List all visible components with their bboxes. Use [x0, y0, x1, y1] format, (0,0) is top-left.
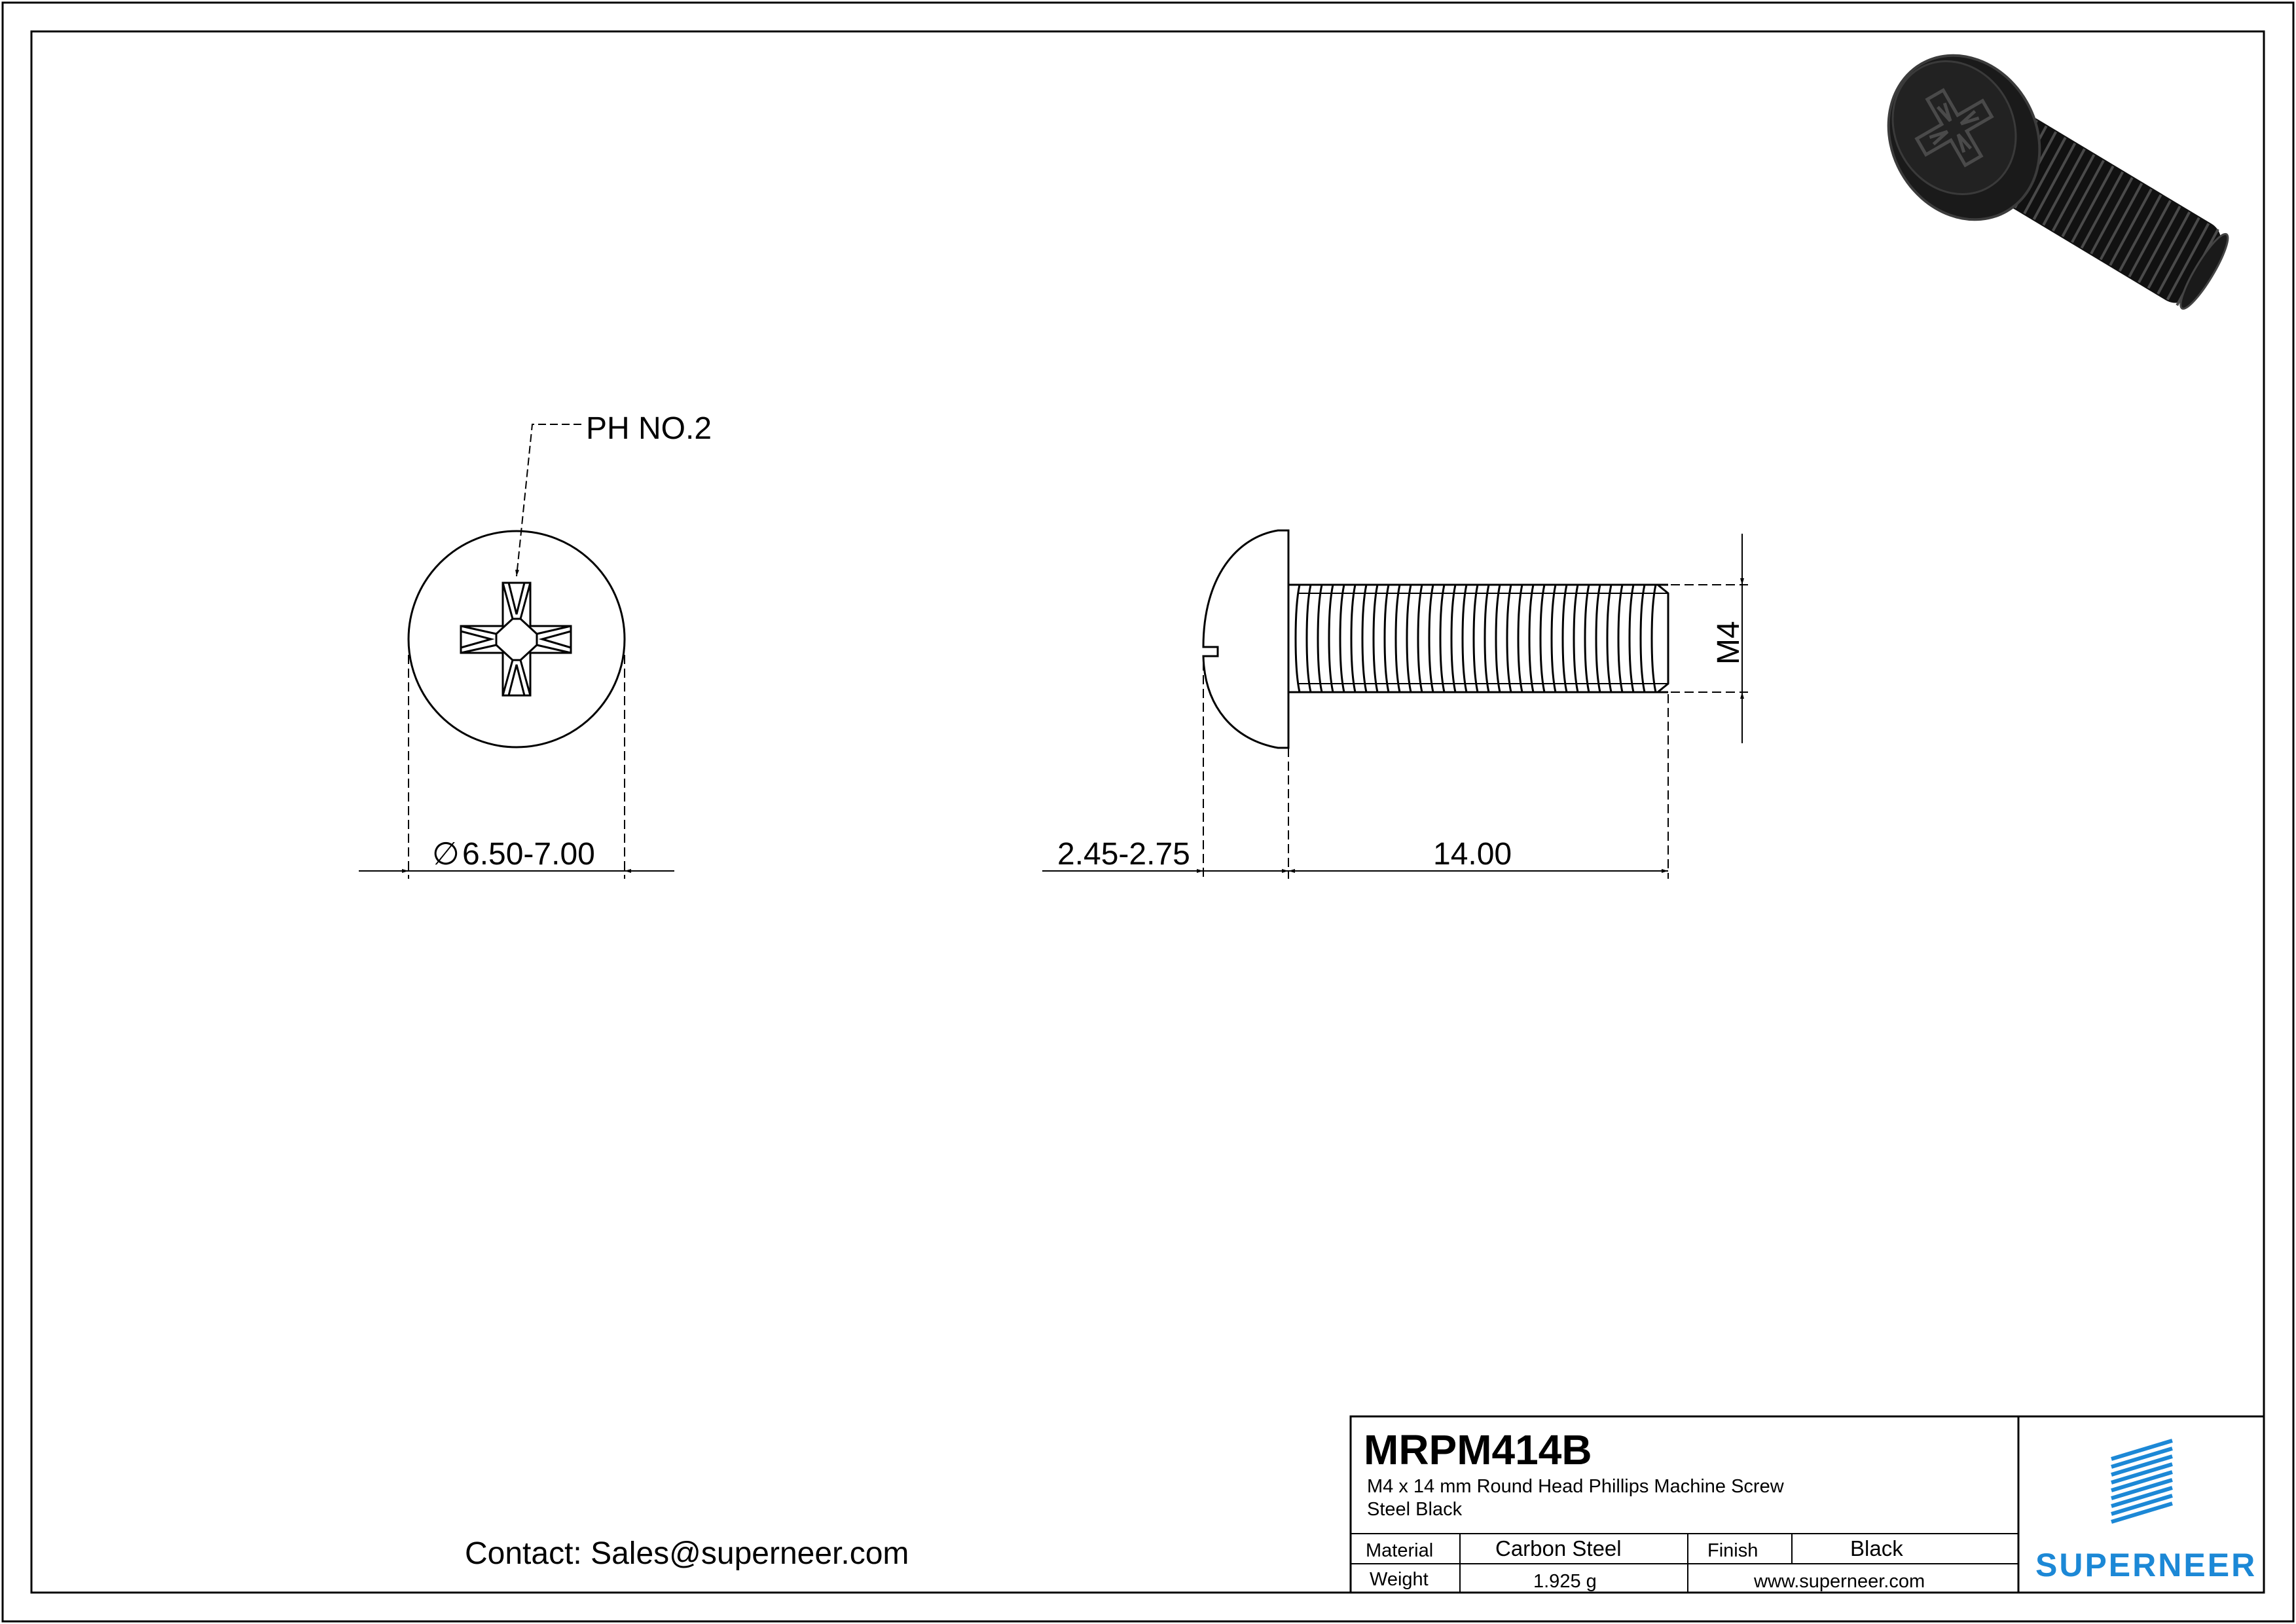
thread-crest [1362, 585, 1366, 692]
inner-border [31, 31, 2264, 1593]
screw-3d-render [1859, 28, 2235, 314]
thread-crest [1496, 585, 1500, 692]
thread-crest [1296, 585, 1300, 692]
thread-crest [1630, 585, 1633, 692]
weight-label: Weight [1370, 1569, 1429, 1590]
outer-border [3, 3, 2293, 1621]
material-label: Material [1366, 1540, 1434, 1561]
thread-crest [1418, 585, 1422, 692]
thread-crest [1451, 585, 1455, 692]
thread-crest [1641, 585, 1645, 692]
thread-size-dimension: M4 [1711, 621, 1746, 665]
thread-crest [1507, 585, 1511, 692]
material-value: Carbon Steel [1495, 1536, 1622, 1560]
head-profile [1203, 530, 1288, 748]
thread-crest [1552, 585, 1556, 692]
thread-crest [1585, 585, 1589, 692]
thread-crest [1385, 585, 1389, 692]
description-line2: Steel Black [1367, 1499, 1463, 1520]
length-dimension: 14.00 [1433, 837, 1512, 872]
thread-crest [1485, 585, 1489, 692]
thread-crest [1429, 585, 1433, 692]
thread-crest [1374, 585, 1377, 692]
thread-crest [1518, 585, 1522, 692]
callout-label: PH NO.2 [586, 411, 712, 446]
thread-crest [1596, 585, 1600, 692]
head-diameter-dimension: 6.50-7.00 [462, 837, 595, 872]
thread-crest [1407, 585, 1411, 692]
brand-name: SUPERNEER [2035, 1547, 2257, 1583]
finish-value: Black [1850, 1536, 1903, 1560]
finish-label: Finish [1707, 1540, 1758, 1561]
thread-crest [1396, 585, 1400, 692]
weight-value: 1.925 g [1533, 1571, 1597, 1592]
website-link[interactable]: www.superneer.com [1754, 1571, 1925, 1592]
phillips-recess-icon [461, 583, 571, 695]
thread-crest [1340, 585, 1344, 692]
thread-crest [1529, 585, 1533, 692]
thread-crest [1607, 585, 1611, 692]
diameter-symbol: ∅ [432, 837, 460, 872]
thread-lines [1296, 585, 1656, 692]
thread-crest [1652, 585, 1656, 692]
screw-side-view [1042, 530, 1748, 879]
title-block [1351, 1416, 2264, 1593]
thread-crest [1440, 585, 1444, 692]
superneer-logo-icon [2111, 1441, 2172, 1522]
head-outline [409, 531, 625, 747]
thread-crest [1329, 585, 1333, 692]
thread-crest [1351, 585, 1355, 692]
callout-leader [517, 424, 581, 576]
thread-crest [1563, 585, 1567, 692]
thread-crest [1474, 585, 1478, 692]
thread-crest [1618, 585, 1622, 692]
description-line1: M4 x 14 mm Round Head Phillips Machine Screw [1367, 1476, 1784, 1497]
screw-tip [1658, 585, 1668, 692]
contact-text: Contact: Sales@superneer.com [465, 1536, 909, 1571]
head-height-dimension: 2.45-2.75 [1057, 837, 1190, 872]
thread-crest [1463, 585, 1467, 692]
thread-crest [1540, 585, 1544, 692]
thread-crest [1318, 585, 1322, 692]
part-number: MRPM414B [1364, 1426, 1592, 1473]
thread-crest [1574, 585, 1578, 692]
head-top-view [359, 411, 712, 879]
thread-crest [1307, 585, 1311, 692]
